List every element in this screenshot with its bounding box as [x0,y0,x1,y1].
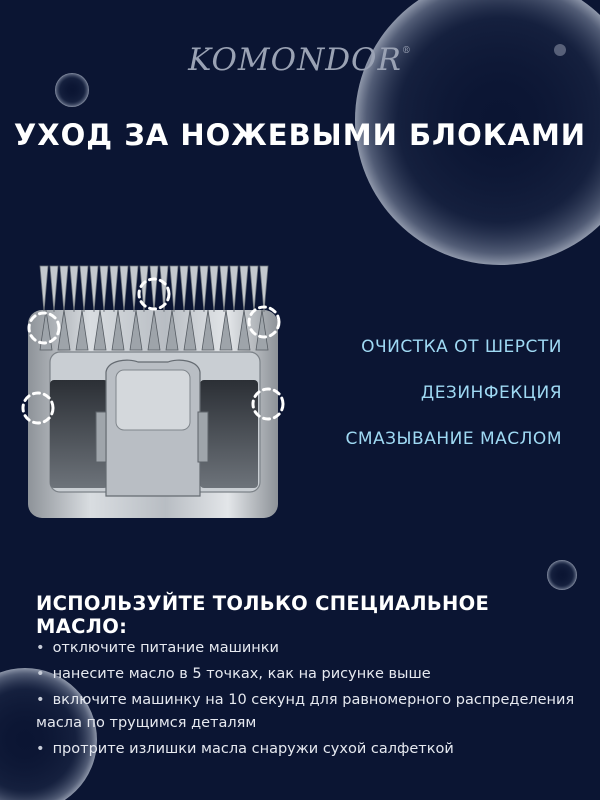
registered-mark: ® [401,46,412,56]
instruction-text: включите машинку на 10 секунд для равномерного распределения масла по трущимся деталям [36,692,575,731]
step-disinfection: ДЕЗИНФЕКЦИЯ [420,383,562,403]
page-title: УХОД ЗА НОЖЕВЫМИ БЛОКАМИ [13,118,587,152]
instruction-text: протрите излишки масла снаружи сухой салфеткой [52,741,454,757]
brand-name: KOMONDOR [188,42,402,78]
bullet-icon: • [36,741,45,757]
list-item [36,637,576,660]
bullet-icon: • [36,692,45,708]
instruction-text: нанесите масло в 5 точках, как на рисунке выше [52,666,431,682]
list-item [36,663,576,686]
bubble-small-top-left [55,73,89,107]
care-steps [345,332,562,470]
clipper-blade-image [18,262,288,524]
bullet-icon: • [36,666,45,682]
instruction-list [36,637,576,764]
list-item [36,689,576,735]
instruction-text: отключите питание машинки [52,640,279,656]
bullet-icon: • [36,640,45,656]
step-cleaning: ОЧИСТКА ОТ ШЕРСТИ [361,337,562,357]
oil-heading: ИСПОЛЬЗУЙТЕ ТОЛЬКО СПЕЦИАЛЬНОЕ МАСЛО: [36,592,490,638]
step-oiling: СМАЗЫВАНИЕ МАСЛОМ [345,429,562,449]
brand-logo [0,42,600,78]
list-item [36,738,576,761]
bubble-small-right [547,560,577,590]
